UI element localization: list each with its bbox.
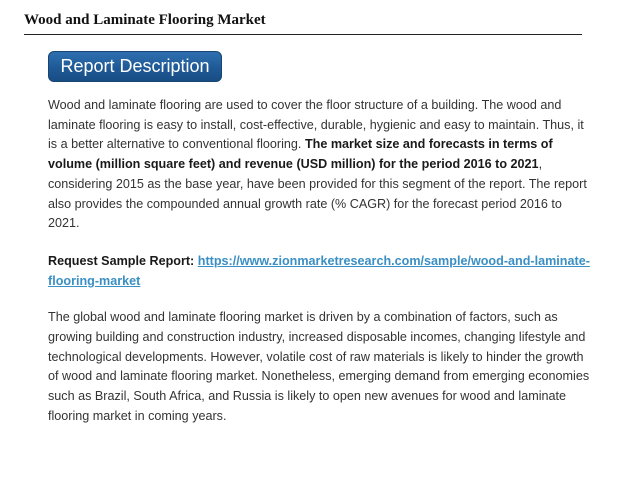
intro-text-start: Wood and laminate flooring are used to cover the floor structure of a building. The wood and laminate flooring is easy to install, cost-effective, durable, hygienic and easy to maintain. Thus, it is a better alternative to conventional flooring. bbox=[48, 98, 584, 152]
sample-request-label: Request Sample Report: bbox=[48, 253, 198, 268]
intro-text-end: , considering 2015 as the base year, have been provided for this segment of the report. The report also provides the compounded annual growth rate (% CAGR) for the forecast period 2016 to 2021. bbox=[48, 157, 587, 231]
market-drivers-paragraph: The global wood and laminate flooring market is driven by a combination of factors, such as growing building and construction industry, increased disposable incomes, changing lifestyle and technological developments. However, volatile cost of raw materials is likely to hinder the growth of wood and laminate flooring market. Nonetheless, emerging demand from emerging economies such as Brazil, South Africa, and Russia is likely to open new avenues for wood and laminate flooring market in coming years. bbox=[48, 310, 590, 423]
sample-request-paragraph bbox=[48, 252, 596, 291]
document-body bbox=[48, 96, 596, 427]
sample-report-link[interactable]: https://www.zionmarketresearch.com/sample/wood-and-laminate-flooring-market bbox=[48, 253, 590, 288]
intro-paragraph bbox=[48, 96, 596, 234]
intro-bold-text: The market size and forecasts in terms of volume (million square feet) and revenue (USD million) for the period 2016 to 2021 bbox=[48, 137, 553, 172]
document-title: Wood and Laminate Flooring Market bbox=[24, 12, 266, 28]
report-description-badge: Report Description bbox=[48, 51, 222, 82]
title-divider bbox=[24, 34, 582, 35]
